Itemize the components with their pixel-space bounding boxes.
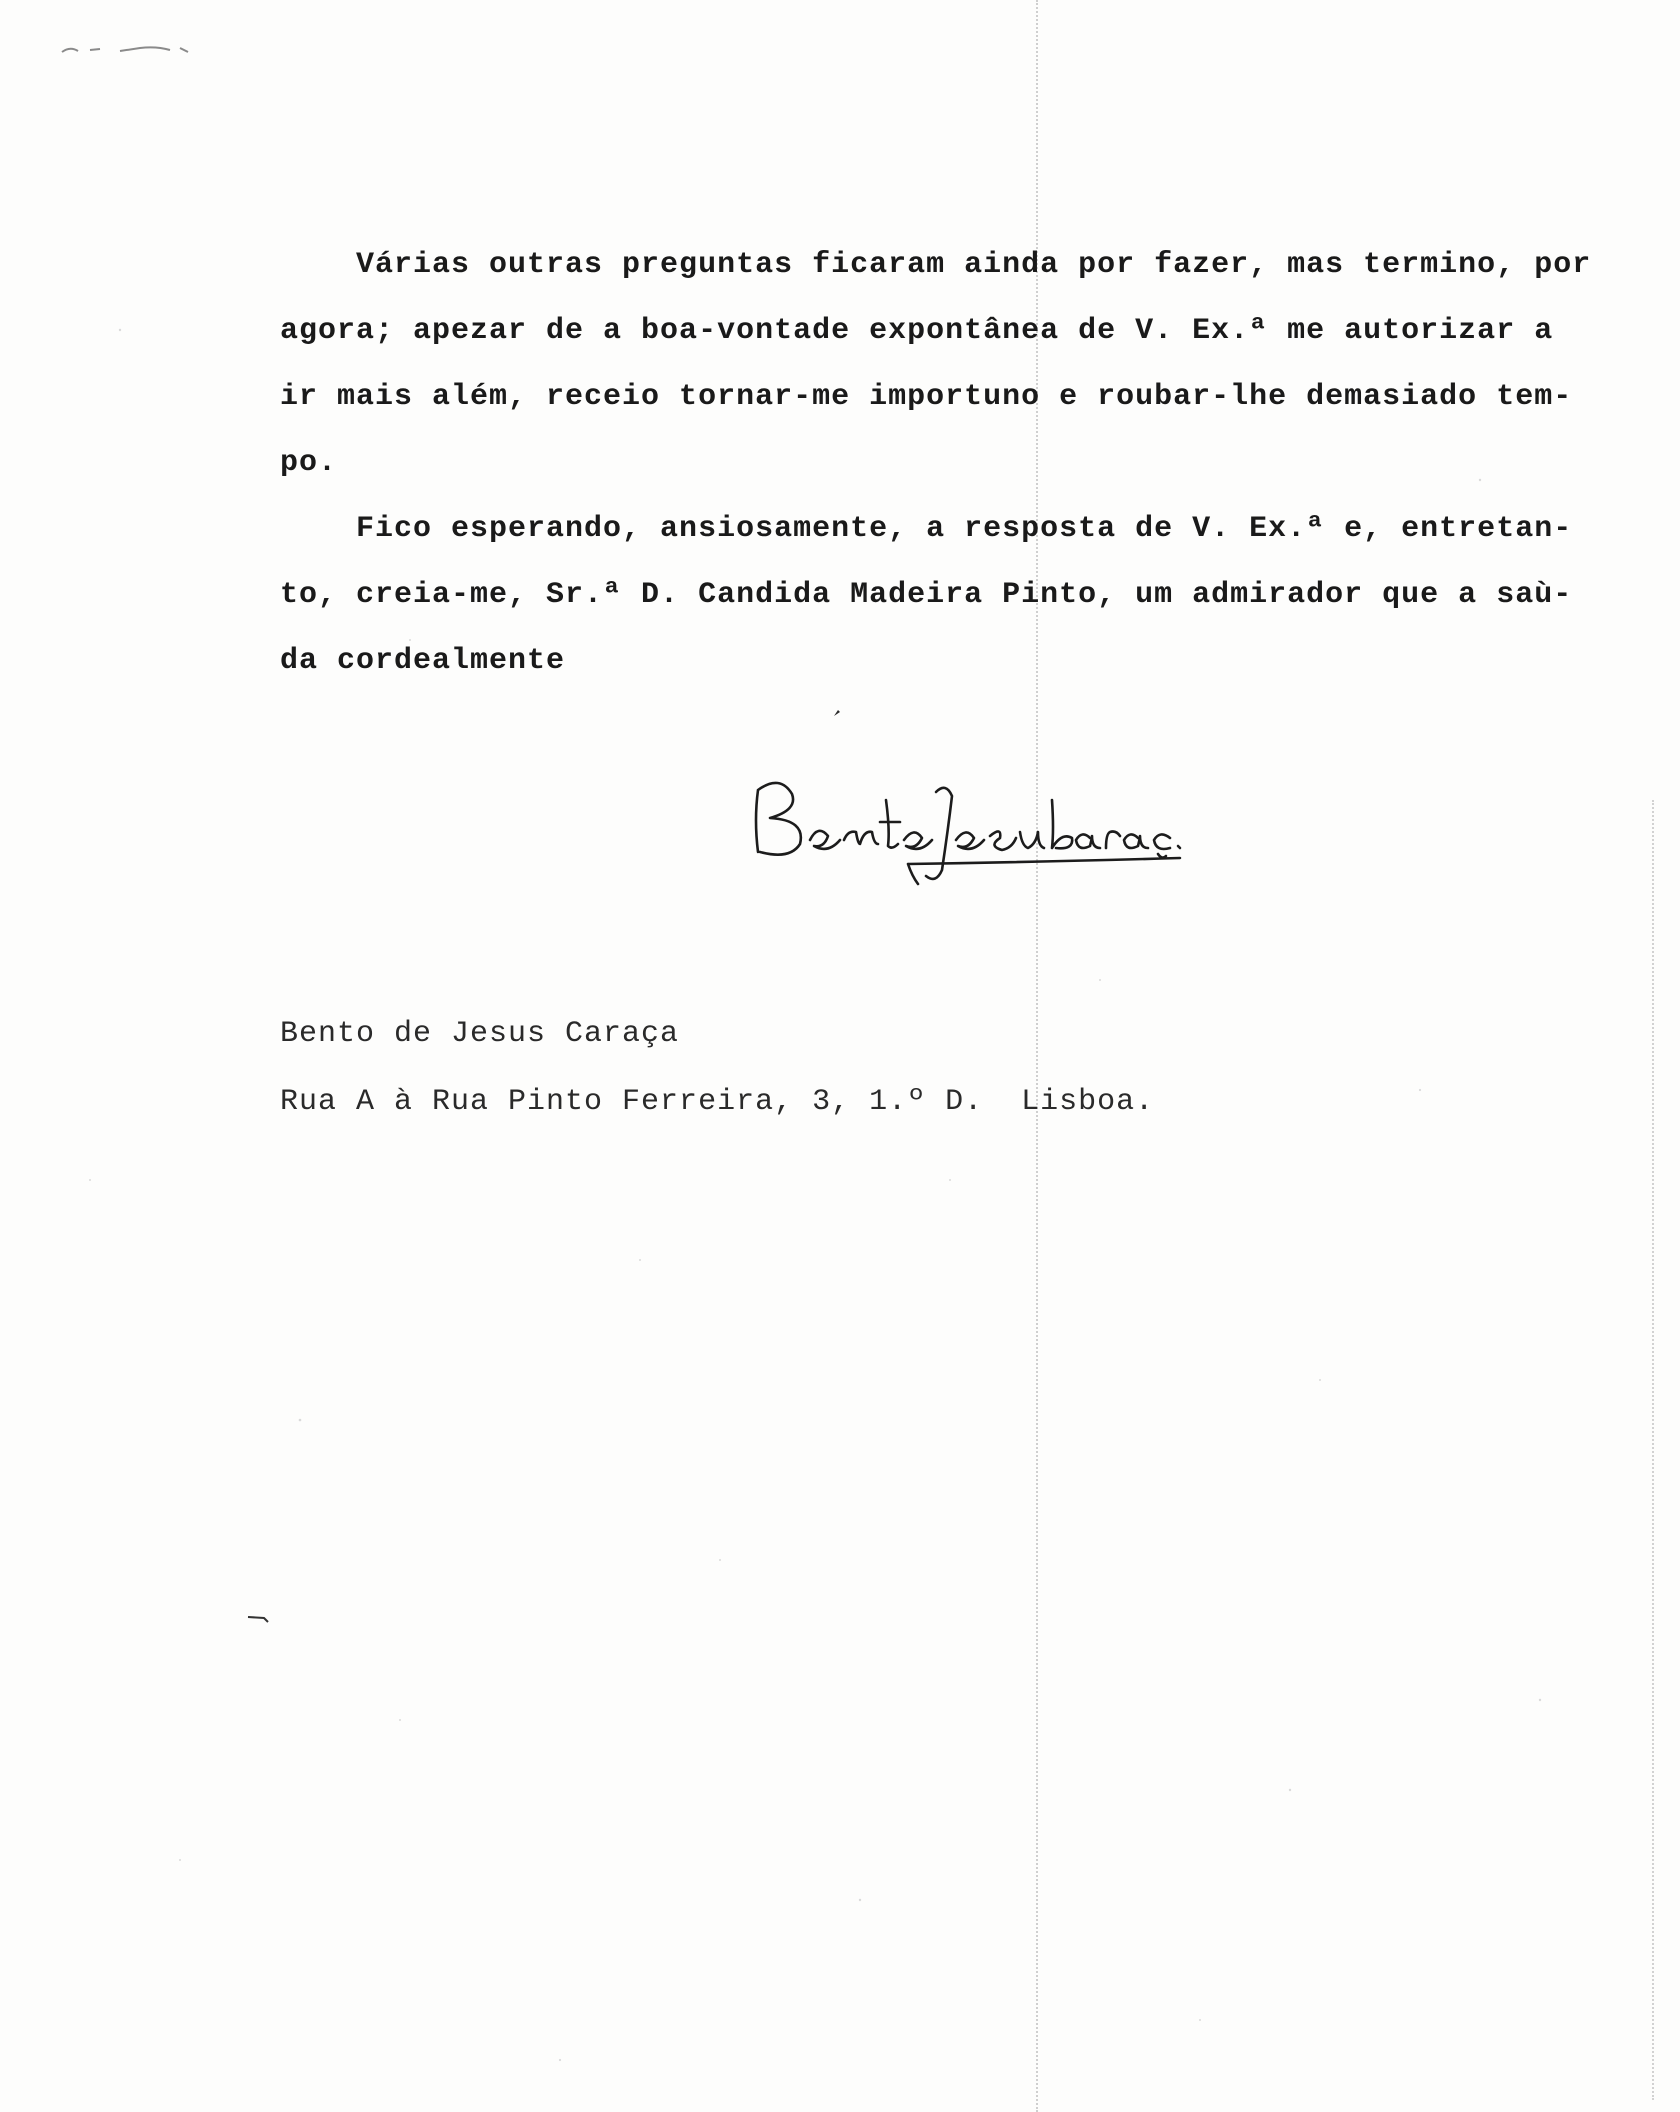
text-line: ir mais além, receio tornar-me importuno e roubar-lhe demasiado tem- bbox=[280, 380, 1573, 414]
scan-mark-icon bbox=[832, 708, 842, 718]
sender-name: Bento de Jesus Caraça bbox=[280, 1017, 680, 1051]
paper-edge-line bbox=[1652, 800, 1654, 2100]
sender-address: Rua A à Rua Pinto Ferreira, 3, 1.º D. Lisboa. bbox=[280, 1085, 1155, 1119]
letter-body bbox=[280, 232, 1640, 694]
paragraph-1 bbox=[280, 232, 1640, 496]
text-line: Várias outras preguntas ficaram ainda por fazer, mas termino, por bbox=[280, 248, 1592, 282]
scan-mark-icon bbox=[60, 42, 210, 58]
text-line: agora; apezar de a boa-vontade expontânea de V. Ex.ª me autorizar a bbox=[280, 314, 1554, 348]
text-line: to, creia-me, Sr.ª D. Candida Madeira Pinto, um admirador que a saù- bbox=[280, 578, 1573, 612]
paragraph-2 bbox=[280, 496, 1640, 694]
scan-mark-icon bbox=[246, 1614, 272, 1624]
text-line: da cordealmente bbox=[280, 644, 566, 678]
sender-block bbox=[280, 1000, 1154, 1136]
text-line: po. bbox=[280, 446, 338, 480]
text-line: Fico esperando, ansiosamente, a resposta de V. Ex.ª e, entretan- bbox=[280, 512, 1573, 546]
handwritten-signature-icon bbox=[740, 760, 1260, 900]
